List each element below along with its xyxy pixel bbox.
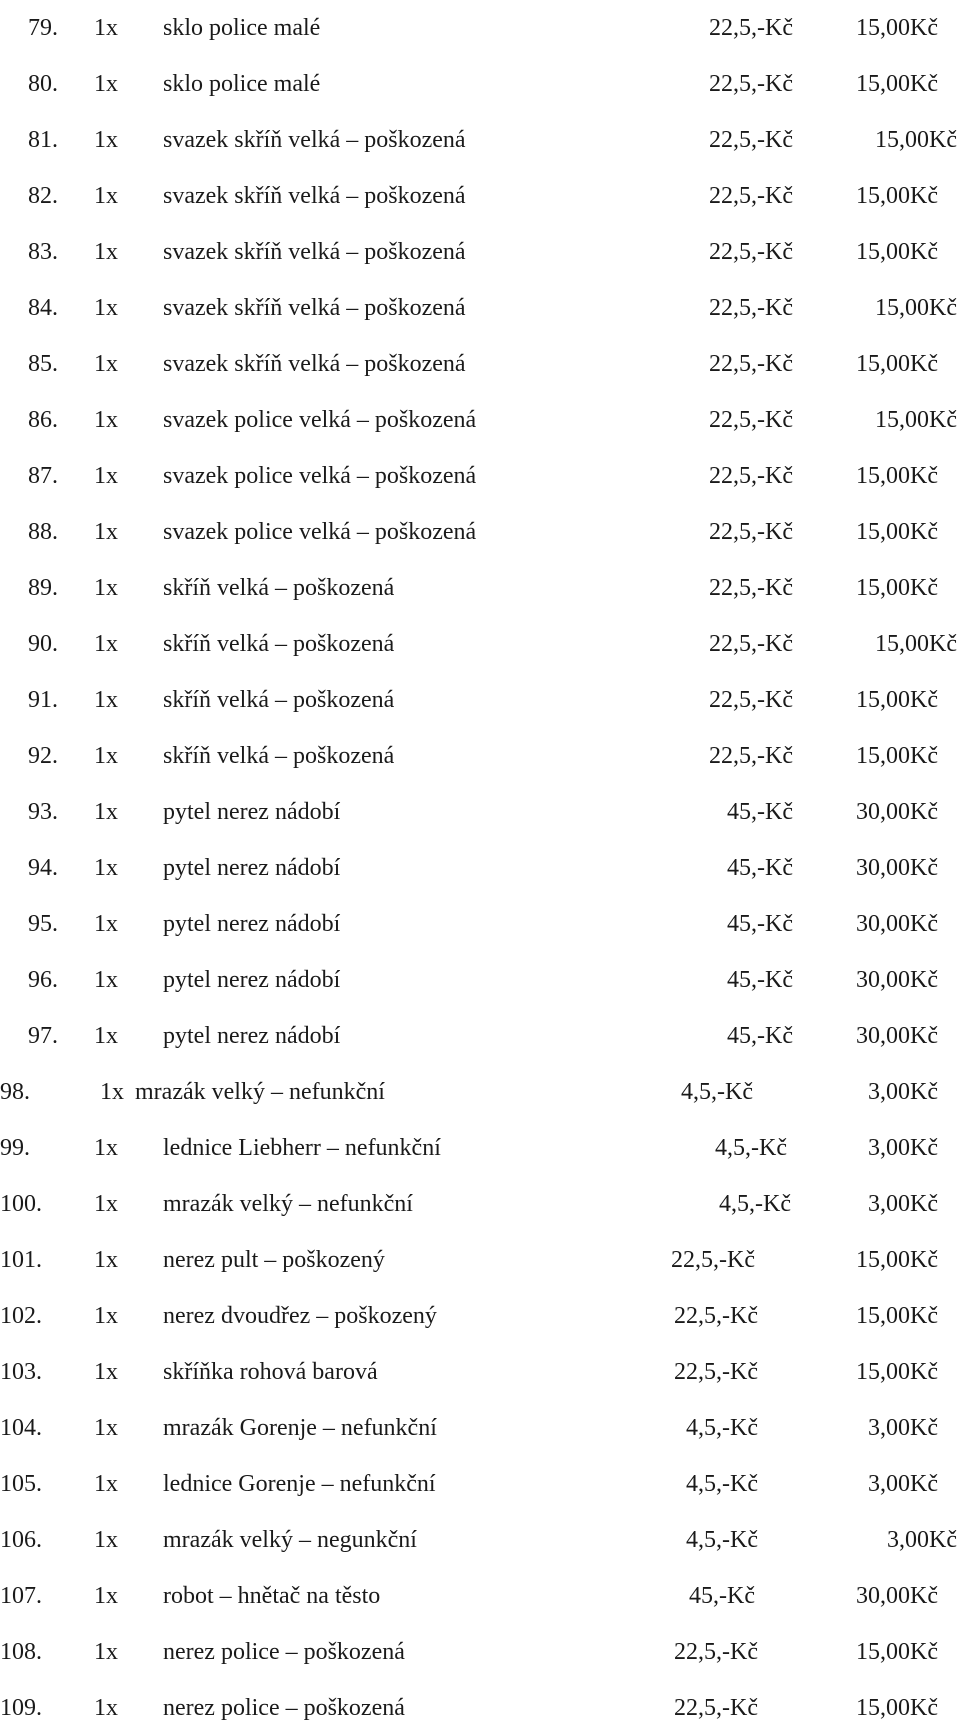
item-description: skříň velká – poškozená — [163, 575, 395, 601]
item-number: 98. — [0, 1079, 30, 1105]
item-price: 22,5,-Kč — [671, 1247, 755, 1273]
item-price: 22,5,-Kč — [674, 1303, 758, 1329]
item-number: 86. — [28, 407, 58, 433]
item-number: 109. — [0, 1695, 42, 1721]
item-description: nerez pult – poškozený — [163, 1247, 385, 1273]
item-value: 15,00Kč — [875, 295, 957, 321]
item-description: mrazák velký – nefunkční — [163, 1191, 413, 1217]
item-number: 99. — [0, 1135, 30, 1161]
item-description: svazek police velká – poškozená — [163, 407, 477, 433]
item-value: 15,00Kč — [875, 631, 957, 657]
item-quantity: 1x — [94, 967, 118, 993]
item-description: nerez dvoudřez – poškozený — [163, 1303, 437, 1329]
item-price: 22,5,-Kč — [709, 519, 793, 545]
item-price: 4,5,-Kč — [715, 1135, 787, 1161]
item-value: 15,00Kč — [856, 519, 938, 545]
item-price: 4,5,-Kč — [719, 1191, 791, 1217]
item-quantity: 1x — [94, 1415, 118, 1441]
item-price: 4,5,-Kč — [686, 1527, 758, 1553]
item-value: 15,00Kč — [856, 1695, 938, 1721]
item-price: 4,5,-Kč — [686, 1471, 758, 1497]
item-description: robot – hnětač na těsto — [163, 1583, 381, 1609]
list-item — [0, 1632, 960, 1672]
item-description: nerez police – poškozená — [163, 1639, 405, 1665]
item-quantity: 1x — [94, 1191, 118, 1217]
item-price: 22,5,-Kč — [709, 463, 793, 489]
list-item — [0, 288, 960, 328]
list-item — [0, 736, 960, 776]
item-description: mrazák velký – negunkční — [163, 1527, 417, 1553]
list-item — [0, 64, 960, 104]
item-quantity: 1x — [94, 15, 118, 41]
item-number: 90. — [28, 631, 58, 657]
item-value: 3,00Kč — [868, 1191, 938, 1217]
item-value: 30,00Kč — [856, 967, 938, 993]
list-item — [0, 792, 960, 832]
item-price: 22,5,-Kč — [709, 631, 793, 657]
item-quantity: 1x — [94, 1135, 118, 1161]
item-price: 22,5,-Kč — [709, 575, 793, 601]
item-number: 97. — [28, 1023, 58, 1049]
item-number: 105. — [0, 1471, 42, 1497]
item-number: 87. — [28, 463, 58, 489]
list-item — [0, 624, 960, 664]
item-description: skříň velká – poškozená — [163, 687, 395, 713]
item-description: pytel nerez nádobí — [163, 799, 341, 825]
item-description: sklo police malé — [163, 71, 321, 97]
list-item — [0, 1296, 960, 1336]
item-quantity: 1x — [94, 1023, 118, 1049]
item-quantity: 1x — [94, 1639, 118, 1665]
item-number: 103. — [0, 1359, 42, 1385]
item-quantity: 1x — [94, 1583, 118, 1609]
item-number: 82. — [28, 183, 58, 209]
item-value: 3,00Kč — [868, 1415, 938, 1441]
item-number: 102. — [0, 1303, 42, 1329]
item-description: mrazák Gorenje – nefunkční — [163, 1415, 437, 1441]
item-description: lednice Liebherr – nefunkční — [163, 1135, 441, 1161]
item-price: 22,5,-Kč — [674, 1695, 758, 1721]
item-description: svazek skříň velká – poškozená — [163, 127, 466, 153]
list-item — [0, 120, 960, 160]
item-price: 45,-Kč — [727, 911, 793, 937]
item-description: pytel nerez nádobí — [163, 1023, 341, 1049]
item-number: 100. — [0, 1191, 42, 1217]
list-item — [0, 344, 960, 384]
item-value: 30,00Kč — [856, 1583, 938, 1609]
item-number: 108. — [0, 1639, 42, 1665]
item-value: 15,00Kč — [856, 239, 938, 265]
item-price: 4,5,-Kč — [681, 1079, 753, 1105]
list-item — [0, 176, 960, 216]
item-quantity: 1x — [94, 1303, 118, 1329]
item-value: 30,00Kč — [856, 855, 938, 881]
item-price: 22,5,-Kč — [709, 71, 793, 97]
item-value: 15,00Kč — [856, 1247, 938, 1273]
item-value: 30,00Kč — [856, 1023, 938, 1049]
item-quantity: 1x — [94, 519, 118, 545]
item-quantity: 1x — [94, 855, 118, 881]
list-item — [0, 904, 960, 944]
item-price: 4,5,-Kč — [686, 1415, 758, 1441]
item-number: 83. — [28, 239, 58, 265]
item-number: 94. — [28, 855, 58, 881]
list-item — [0, 400, 960, 440]
item-quantity: 1x — [94, 351, 118, 377]
item-price: 22,5,-Kč — [674, 1359, 758, 1385]
item-price: 22,5,-Kč — [709, 743, 793, 769]
item-price: 22,5,-Kč — [709, 407, 793, 433]
list-item — [0, 8, 960, 48]
list-item — [0, 456, 960, 496]
list-item — [0, 1464, 960, 1504]
item-number: 89. — [28, 575, 58, 601]
item-number: 107. — [0, 1583, 42, 1609]
item-number: 88. — [28, 519, 58, 545]
item-quantity: 1x — [100, 1079, 124, 1105]
item-quantity: 1x — [94, 687, 118, 713]
item-price: 22,5,-Kč — [709, 351, 793, 377]
item-number: 92. — [28, 743, 58, 769]
list-item — [0, 1520, 960, 1560]
item-quantity: 1x — [94, 295, 118, 321]
item-price: 45,-Kč — [727, 855, 793, 881]
item-value: 3,00Kč — [868, 1471, 938, 1497]
item-description: svazek police velká – poškozená — [163, 463, 477, 489]
list-item — [0, 1240, 960, 1280]
item-number: 106. — [0, 1527, 42, 1553]
item-description: pytel nerez nádobí — [163, 967, 341, 993]
item-price: 22,5,-Kč — [709, 239, 793, 265]
item-price: 22,5,-Kč — [674, 1639, 758, 1665]
item-value: 15,00Kč — [856, 71, 938, 97]
item-price: 45,-Kč — [727, 1023, 793, 1049]
item-quantity: 1x — [94, 799, 118, 825]
item-value: 15,00Kč — [856, 575, 938, 601]
item-number: 93. — [28, 799, 58, 825]
item-value: 15,00Kč — [856, 463, 938, 489]
list-item — [0, 680, 960, 720]
item-number: 96. — [28, 967, 58, 993]
item-quantity: 1x — [94, 239, 118, 265]
item-description: skříňka rohová barová — [163, 1359, 378, 1385]
item-description: svazek skříň velká – poškozená — [163, 295, 466, 321]
item-quantity: 1x — [94, 575, 118, 601]
item-description: nerez police – poškozená — [163, 1695, 405, 1721]
item-description: svazek skříň velká – poškozená — [163, 239, 466, 265]
item-description: lednice Gorenje – nefunkční — [163, 1471, 436, 1497]
list-item — [0, 512, 960, 552]
list-item — [0, 1072, 960, 1112]
list-item — [0, 1352, 960, 1392]
item-number: 95. — [28, 911, 58, 937]
item-description: skříň velká – poškozená — [163, 631, 395, 657]
item-price: 22,5,-Kč — [709, 687, 793, 713]
item-value: 15,00Kč — [856, 15, 938, 41]
item-value: 15,00Kč — [856, 687, 938, 713]
item-price: 22,5,-Kč — [709, 127, 793, 153]
item-number: 81. — [28, 127, 58, 153]
item-price: 22,5,-Kč — [709, 183, 793, 209]
item-quantity: 1x — [94, 1695, 118, 1721]
list-item — [0, 1128, 960, 1168]
item-value: 3,00Kč — [868, 1079, 938, 1105]
item-value: 15,00Kč — [856, 1359, 938, 1385]
item-quantity: 1x — [94, 743, 118, 769]
item-number: 85. — [28, 351, 58, 377]
item-price: 22,5,-Kč — [709, 295, 793, 321]
list-item — [0, 1408, 960, 1448]
item-quantity: 1x — [94, 1471, 118, 1497]
item-value: 15,00Kč — [856, 351, 938, 377]
item-number: 84. — [28, 295, 58, 321]
item-value: 15,00Kč — [875, 127, 957, 153]
item-value: 15,00Kč — [856, 1639, 938, 1665]
item-value: 15,00Kč — [856, 743, 938, 769]
item-number: 104. — [0, 1415, 42, 1441]
item-number: 79. — [28, 15, 58, 41]
item-value: 30,00Kč — [856, 911, 938, 937]
item-description: pytel nerez nádobí — [163, 855, 341, 881]
item-description: svazek skříň velká – poškozená — [163, 183, 466, 209]
item-value: 15,00Kč — [856, 183, 938, 209]
item-price: 22,5,-Kč — [709, 15, 793, 41]
list-item — [0, 232, 960, 272]
item-number: 91. — [28, 687, 58, 713]
item-quantity: 1x — [94, 1359, 118, 1385]
item-quantity: 1x — [94, 463, 118, 489]
item-value: 30,00Kč — [856, 799, 938, 825]
item-description: skříň velká – poškozená — [163, 743, 395, 769]
list-item — [0, 960, 960, 1000]
item-number: 101. — [0, 1247, 42, 1273]
item-value: 15,00Kč — [856, 1303, 938, 1329]
item-price: 45,-Kč — [689, 1583, 755, 1609]
item-value: 15,00Kč — [875, 407, 957, 433]
item-number: 80. — [28, 71, 58, 97]
list-item — [0, 1016, 960, 1056]
item-description: mrazák velký – nefunkční — [135, 1079, 385, 1105]
item-price: 45,-Kč — [727, 967, 793, 993]
item-description: pytel nerez nádobí — [163, 911, 341, 937]
item-description: sklo police malé — [163, 15, 321, 41]
item-quantity: 1x — [94, 1247, 118, 1273]
item-quantity: 1x — [94, 911, 118, 937]
item-value: 3,00Kč — [887, 1527, 957, 1553]
item-quantity: 1x — [94, 71, 118, 97]
item-quantity: 1x — [94, 183, 118, 209]
list-item — [0, 1688, 960, 1728]
item-description: svazek skříň velká – poškozená — [163, 351, 466, 377]
item-quantity: 1x — [94, 631, 118, 657]
item-description: svazek police velká – poškozená — [163, 519, 477, 545]
item-price: 45,-Kč — [727, 799, 793, 825]
list-item — [0, 568, 960, 608]
item-quantity: 1x — [94, 407, 118, 433]
item-quantity: 1x — [94, 1527, 118, 1553]
list-item — [0, 848, 960, 888]
item-value: 3,00Kč — [868, 1135, 938, 1161]
list-item — [0, 1576, 960, 1616]
list-item — [0, 1184, 960, 1224]
item-quantity: 1x — [94, 127, 118, 153]
